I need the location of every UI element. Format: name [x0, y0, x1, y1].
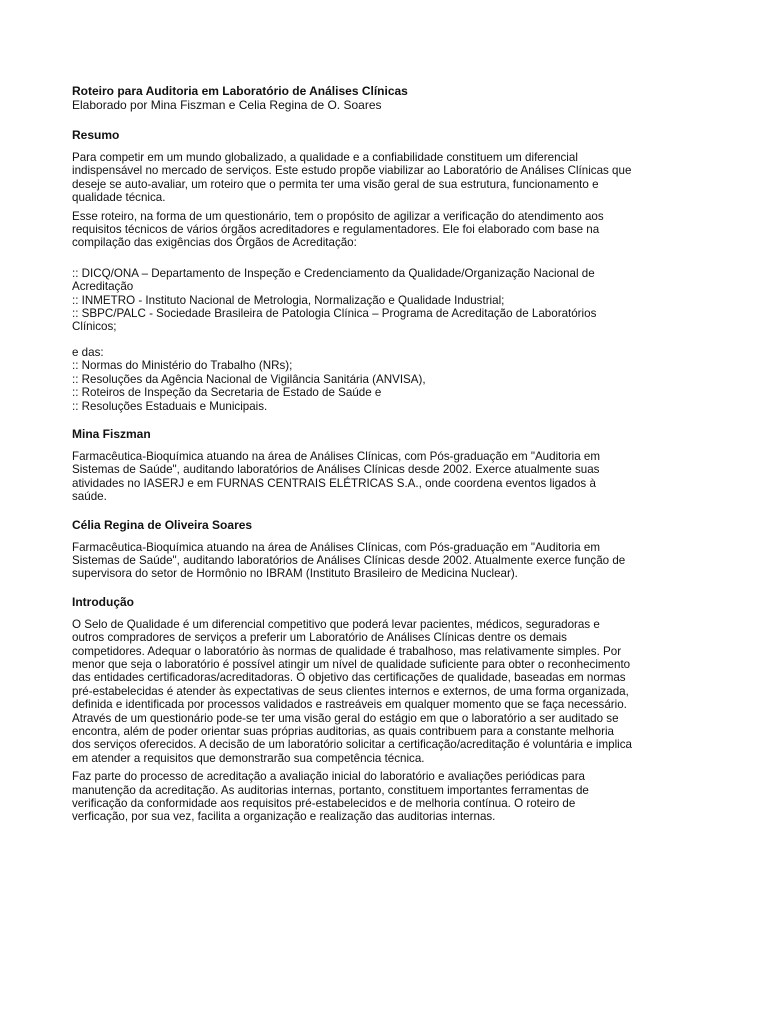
paragraph: Para competir em um mundo globalizado, a qualidade e a confiabilidade constituem um diferencial indispensável no mercado de serviços. Este estudo propõe viabilizar ao Laboratório de Análises Clínicas que deseje se auto-avaliar, um roteiro que o permita ter uma visão geral de sua estrutura, funcionamento e qualidade técnica.	[72, 151, 632, 205]
section-celia	[72, 518, 632, 581]
normas-list	[72, 359, 632, 413]
spacer	[72, 334, 632, 346]
section-mina	[72, 427, 632, 504]
list-item: :: DICQ/ONA – Departamento de Inspeção e Credenciamento da Qualidade/Organização Nacional de Acreditação	[72, 266, 595, 294]
spacer	[72, 255, 632, 267]
paragraph: O Selo de Qualidade é um diferencial competitivo que poderá levar pacientes, médicos, seguradoras e outros compradores de serviços a preferir um Laboratório de Análises Clínicas dentre os demais competidores. Adequar o laboratório às normas de qualidade é trabalhoso, mas relativamente simples. Por menor que seja o laboratório é possível atingir um nível de qualidade suficiente para obter o reconhecimento das entidades certificadoras/acreditadoras. O objetivo das certificações de qualidade, baseadas em normas pré-estabelecidas é atender às expectativas de seus clientes internos e externos, de uma forma organizada, definida e identificada por processos validados e rastreáveis em qualquer momento que se faça necessário. Através de um questionário pode-se ter uma visão geral do estágio em que o laboratório a ser auditado se encontra, além de poder orientar suas próprias auditorias, as quais contribuem para a constante melhoria dos serviços oferecidos. A decisão de um laboratório solicitar a certificação/acreditação é voluntária e implica em atender a requisitos que demonstrarão sua competência técnica.	[72, 617, 633, 765]
section-introducao	[72, 595, 632, 824]
list-item: :: Normas do Ministério do Trabalho (NRs);	[72, 359, 293, 373]
orgaos-list	[72, 267, 632, 334]
list-item: :: SBPC/PALC - Sociedade Brasileira de Patologia Clínica – Programa de Acreditação de Laboratórios Clínicos;	[72, 307, 597, 334]
section-heading-celia: Célia Regina de Oliveira Soares	[72, 517, 253, 532]
paragraph: Farmacêutica-Bioquímica atuando na área de Análises Clínicas, com Pós-graduação em "Auditoria em Sistemas de Saúde", auditando laboratórios de Análises Clínicas desde 2002. Exerce atualmente suas atividades no IASERJ e em FURNAS CENTRAIS ELÉTRICAS S.A., onde coordena eventos ligados à saúde.	[72, 449, 601, 504]
list-item: :: INMETRO - Instituto Nacional de Metrologia, Normalização e Qualidade Industrial;	[72, 293, 505, 307]
document-authors: Elaborado por Mina Fiszman e Celia Regina de O. Soares	[72, 98, 382, 112]
list-item: :: Resoluções Estaduais e Municipais.	[72, 399, 268, 413]
paragraph: Faz parte do processo de acreditação a avaliação inicial do laboratório e avaliações periódicas para manutenção da acreditação. As auditorias internas, portanto, constituem importantes ferramentas de verificação da conformidade aos requisitos pré-estabelecidos e de melhoria contínua. O roteiro de verficação, por sua vez, facilita a organização e realização das auditorias internas.	[72, 770, 589, 824]
list-item: :: Resoluções da Agência Nacional de Vigilância Sanitária (ANVISA),	[72, 372, 426, 386]
document-page	[72, 84, 632, 838]
paragraph: Farmacêutica-Bioquímica atuando na área de Análises Clínicas, com Pós-graduação em "Auditoria em Sistemas de Saúde", auditando laboratórios de Análises Clínicas desde 2002. Atualmente exerce função de supervisora do setor de Hormônio no IBRAM (Instituto Brasileiro de Medicina Nuclear).	[72, 540, 626, 581]
section-heading-introducao: Introdução	[72, 594, 134, 609]
section-heading-mina: Mina Fiszman	[72, 426, 151, 441]
section-heading-resumo: Resumo	[72, 128, 120, 142]
document-title: Roteiro para Auditoria em Laboratório de Análises Clínicas	[72, 84, 408, 98]
e-das-label: e das:	[72, 345, 104, 359]
paragraph: Esse roteiro, na forma de um questionário, tem o propósito de agilizar a verificação do atendimento aos requisitos técnicos de vários órgãos acreditadores e regulamentadores. Ele foi elaborado com base na compilação das exigências dos Órgãos de Acreditação:	[72, 209, 604, 250]
section-resumo	[72, 128, 632, 413]
list-item: :: Roteiros de Inspeção da Secretaria de Estado de Saúde e	[72, 386, 382, 400]
